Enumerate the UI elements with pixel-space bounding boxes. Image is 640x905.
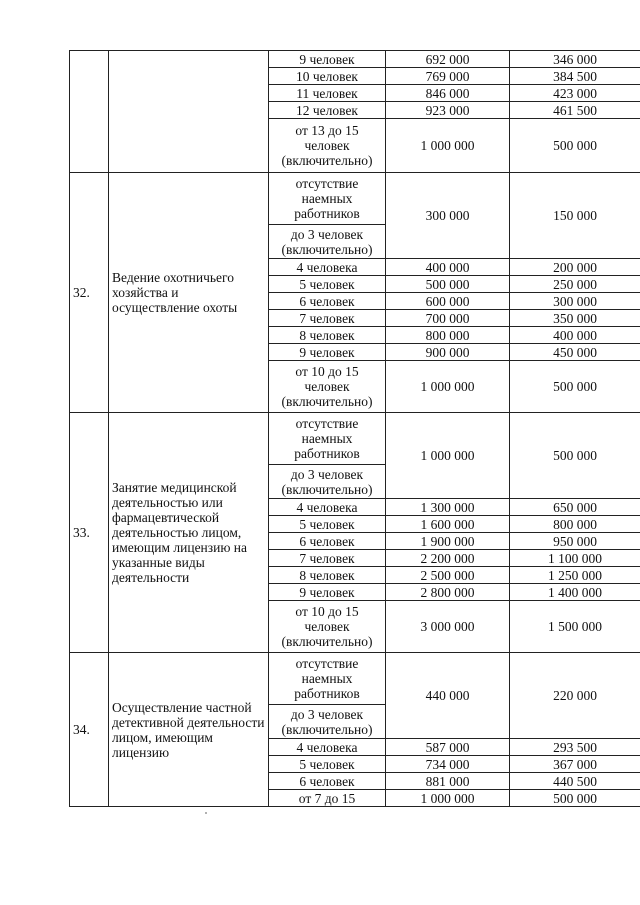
employee-count-cell: 11 человек <box>269 85 386 102</box>
tax-amount-cell: 200 000 <box>510 259 640 276</box>
potential-income-cell: 846 000 <box>386 85 510 102</box>
employee-count-cell: 4 человека <box>269 259 386 276</box>
employee-count-cell: от 10 до 15 человек (включительно) <box>269 601 386 653</box>
table-row <box>70 653 640 705</box>
tax-rate-table <box>69 50 640 807</box>
tax-amount-cell: 650 000 <box>510 499 640 516</box>
tax-amount-cell: 440 500 <box>510 773 640 790</box>
employee-count-cell: от 13 до 15 человек (включительно) <box>269 119 386 173</box>
tax-amount-cell: 384 500 <box>510 68 640 85</box>
item-number <box>70 51 109 173</box>
potential-income-cell: 440 000 <box>386 653 510 739</box>
employee-count-cell: 6 человек <box>269 293 386 310</box>
potential-income-cell: 1 600 000 <box>386 516 510 533</box>
table-row <box>70 413 640 465</box>
potential-income-cell: 881 000 <box>386 773 510 790</box>
potential-income-cell: 1 000 000 <box>386 413 510 499</box>
potential-income-cell: 923 000 <box>386 102 510 119</box>
employee-count-cell: отсутствие наемных работников <box>269 653 386 705</box>
employee-count-cell: 9 человек <box>269 51 386 68</box>
tax-amount-cell: 1 100 000 <box>510 550 640 567</box>
potential-income-cell: 769 000 <box>386 68 510 85</box>
tax-amount-cell: 1 250 000 <box>510 567 640 584</box>
employee-count-cell: от 10 до 15 человек (включительно) <box>269 361 386 413</box>
employee-count-cell: отсутствие наемных работников <box>269 173 386 225</box>
tax-amount-cell: 1 500 000 <box>510 601 640 653</box>
tax-amount-cell: 400 000 <box>510 327 640 344</box>
employee-count-cell: 5 человек <box>269 756 386 773</box>
activity-name: Занятие медицинской деятельностью или фармацевтической деятельностью лицом, имеющим лицензию на указанные виды деятельности <box>109 413 269 653</box>
tax-amount-cell: 346 000 <box>510 51 640 68</box>
tax-amount-cell: 800 000 <box>510 516 640 533</box>
item-number: 34. <box>70 653 109 807</box>
tax-amount-cell: 150 000 <box>510 173 640 259</box>
tax-amount-cell: 423 000 <box>510 85 640 102</box>
item-number: 33. <box>70 413 109 653</box>
potential-income-cell: 900 000 <box>386 344 510 361</box>
employee-count-cell: 12 человек <box>269 102 386 119</box>
potential-income-cell: 1 300 000 <box>386 499 510 516</box>
potential-income-cell: 734 000 <box>386 756 510 773</box>
potential-income-cell: 1 000 000 <box>386 119 510 173</box>
employee-count-cell: от 7 до 15 <box>269 790 386 807</box>
employee-count-cell: 5 человек <box>269 516 386 533</box>
tax-amount-cell: 293 500 <box>510 739 640 756</box>
activity-name: Ведение охотничьего хозяйства и осуществление охоты <box>109 173 269 413</box>
tax-amount-cell: 450 000 <box>510 344 640 361</box>
potential-income-cell: 1 000 000 <box>386 361 510 413</box>
table-body <box>70 51 640 807</box>
table-row <box>70 51 640 68</box>
potential-income-cell: 300 000 <box>386 173 510 259</box>
potential-income-cell: 2 800 000 <box>386 584 510 601</box>
item-number: 32. <box>70 173 109 413</box>
employee-count-cell: до 3 человек (включительно) <box>269 225 386 259</box>
employee-count-cell: 8 человек <box>269 327 386 344</box>
employee-count-cell: 4 человека <box>269 739 386 756</box>
employee-count-cell: до 3 человек (включительно) <box>269 465 386 499</box>
employee-count-cell: 5 человек <box>269 276 386 293</box>
potential-income-cell: 2 500 000 <box>386 567 510 584</box>
tax-amount-cell: 250 000 <box>510 276 640 293</box>
tax-amount-cell: 500 000 <box>510 413 640 499</box>
potential-income-cell: 2 200 000 <box>386 550 510 567</box>
tax-amount-cell: 461 500 <box>510 102 640 119</box>
tax-amount-cell: 300 000 <box>510 293 640 310</box>
potential-income-cell: 3 000 000 <box>386 601 510 653</box>
employee-count-cell: 9 человек <box>269 584 386 601</box>
employee-count-cell: 8 человек <box>269 567 386 584</box>
employee-count-cell: 4 человека <box>269 499 386 516</box>
activity-name <box>109 51 269 173</box>
employee-count-cell: 7 человек <box>269 310 386 327</box>
potential-income-cell: 800 000 <box>386 327 510 344</box>
tax-amount-cell: 500 000 <box>510 119 640 173</box>
activity-name: Осуществление частной детективной деятельности лицом, имеющим лицензию <box>109 653 269 807</box>
potential-income-cell: 692 000 <box>386 51 510 68</box>
tax-amount-cell: 950 000 <box>510 533 640 550</box>
employee-count-cell: 7 человек <box>269 550 386 567</box>
potential-income-cell: 587 000 <box>386 739 510 756</box>
potential-income-cell: 600 000 <box>386 293 510 310</box>
tax-amount-cell: 350 000 <box>510 310 640 327</box>
employee-count-cell: 10 человек <box>269 68 386 85</box>
tax-amount-cell: 1 400 000 <box>510 584 640 601</box>
potential-income-cell: 400 000 <box>386 259 510 276</box>
employee-count-cell: 6 человек <box>269 773 386 790</box>
employee-count-cell: 9 человек <box>269 344 386 361</box>
scan-speck <box>205 812 207 814</box>
tax-amount-cell: 220 000 <box>510 653 640 739</box>
potential-income-cell: 500 000 <box>386 276 510 293</box>
potential-income-cell: 1 900 000 <box>386 533 510 550</box>
employee-count-cell: 6 человек <box>269 533 386 550</box>
potential-income-cell: 1 000 000 <box>386 790 510 807</box>
employee-count-cell: до 3 человек (включительно) <box>269 705 386 739</box>
tax-amount-cell: 500 000 <box>510 790 640 807</box>
employee-count-cell: отсутствие наемных работников <box>269 413 386 465</box>
potential-income-cell: 700 000 <box>386 310 510 327</box>
tax-amount-cell: 367 000 <box>510 756 640 773</box>
table-row <box>70 173 640 225</box>
tax-amount-cell: 500 000 <box>510 361 640 413</box>
